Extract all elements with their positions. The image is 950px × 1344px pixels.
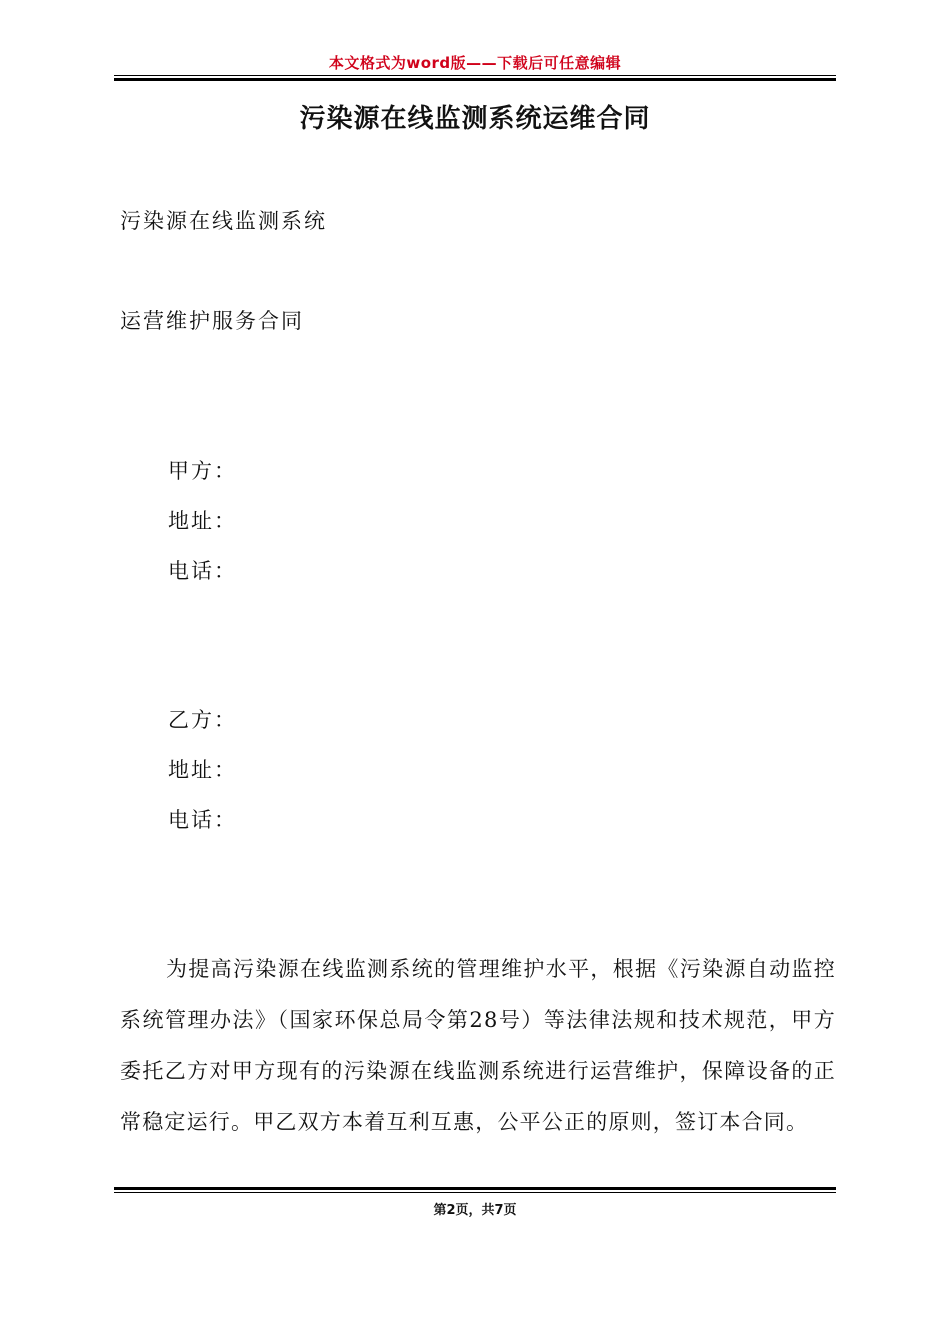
party-a-label: 甲方： <box>168 459 237 483</box>
party-b-label: 乙方： <box>168 708 237 732</box>
party-a-address-label: 地址： <box>168 509 237 533</box>
footer-rule-thick <box>114 1187 836 1190</box>
format-note: 本文格式为word版——下载后可任意编辑 <box>328 54 622 72</box>
party-a-phone-label: 电话： <box>168 559 237 583</box>
footer-rule-thin <box>114 1192 836 1193</box>
header-rule-thick <box>114 78 836 81</box>
party-b-address-label: 地址： <box>168 758 237 782</box>
party-b-phone-label: 电话： <box>168 808 237 832</box>
document-title: 污染源在线监测系统运维合同 <box>299 104 651 134</box>
page-indicator: 第2页，共7页 <box>433 1203 517 1218</box>
header-rule-thin <box>114 75 836 76</box>
subtitle-line-1: 污染源在线监测系统 <box>120 209 327 233</box>
contract-intro-paragraph: 为提高污染源在线监测系统的管理维护水平，根据《污染源自动监控系统管理办法》（国家环保总局令第28号）等法律法规和技术规范，甲方委托乙方对甲方现有的污染源在线监测系统进行运营维护，保障设备的正常稳定运行。甲乙双方本着互利互惠，公平公正的原则，签订本合同。 <box>120 957 836 1134</box>
subtitle-line-2: 运营维护服务合同 <box>120 309 304 333</box>
